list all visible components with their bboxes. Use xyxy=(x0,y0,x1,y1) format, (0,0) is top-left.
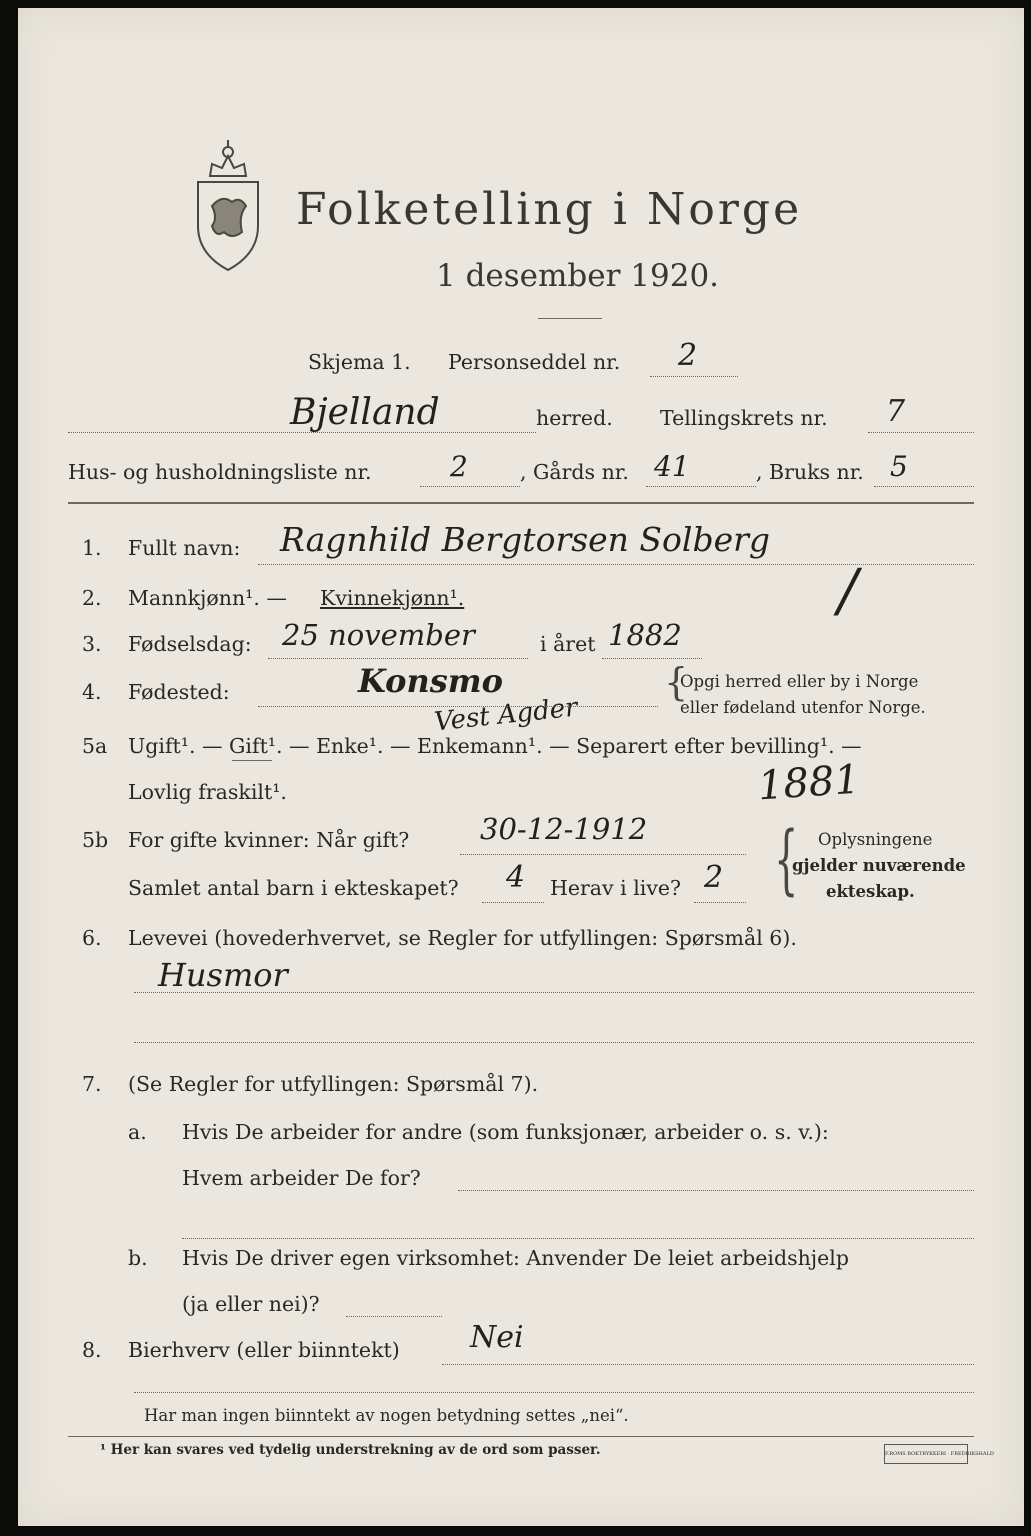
q5b-live-value: 2 xyxy=(704,860,724,895)
section-divider xyxy=(68,502,974,504)
q7-label: (Se Regler for utfyllingen: Spørsmål 7). xyxy=(128,1072,539,1096)
q4-number: 4. xyxy=(82,680,102,704)
q5b-note-3: ekteskap. xyxy=(826,882,915,901)
q6-number: 6. xyxy=(82,926,102,950)
q6-line-1 xyxy=(134,992,974,993)
q8-number: 8. xyxy=(82,1338,102,1362)
bruks-label: , Bruks nr. xyxy=(756,460,864,484)
q5b-note-1: Oplysningene xyxy=(818,830,933,849)
q7a-line-1 xyxy=(458,1190,974,1191)
tellingskrets-value: 7 xyxy=(886,394,906,429)
q4-birthplace-region: Vest Agder xyxy=(432,692,579,738)
q5a-gift-underline xyxy=(232,760,272,761)
q5b-brace: { xyxy=(774,814,799,903)
q4-brace: { xyxy=(664,660,689,704)
q5b-married-date-value: 30-12-1912 xyxy=(480,812,648,846)
q5a-options: Ugift¹. — Gift¹. — Enke¹. — Enkemann¹. — Separert efter bevilling¹. — xyxy=(128,734,862,758)
q6-label: Levevei (hovederhvervet, se Regler for utfyllingen: Spørsmål 6). xyxy=(128,926,797,950)
q8-side-income-value: Nei xyxy=(470,1320,524,1355)
q5b-live-line xyxy=(694,902,746,903)
q5b-barn-label: Samlet antal barn i ekteskapet? xyxy=(128,876,459,900)
gards-label: , Gårds nr. xyxy=(520,460,629,484)
personseddel-line xyxy=(650,376,738,377)
tellingskrets-line xyxy=(868,432,974,433)
q3-line xyxy=(268,658,528,659)
q2-mann-label: Mannkjønn¹. — xyxy=(128,586,287,610)
q5a-number: 5a xyxy=(82,734,108,758)
bruks-value: 5 xyxy=(890,450,908,483)
q5a-options-2: Lovlig fraskilt¹. xyxy=(128,780,287,804)
form-title: Folketelling i Norge xyxy=(296,184,803,235)
skjema-label: Skjema 1. xyxy=(308,350,411,374)
q5b-number: 5b xyxy=(82,828,109,852)
q5a-year-note: 1881 xyxy=(756,756,862,810)
q4-note-1: Opgi herred eller by i Norge xyxy=(680,672,919,691)
q7b-label: Hvis De driver egen virksomhet: Anvender De leiet arbeidshjelp xyxy=(182,1246,849,1270)
husliste-label: Hus- og husholdningsliste nr. xyxy=(68,460,372,484)
husliste-value: 2 xyxy=(450,450,468,483)
q1-label: Fullt navn: xyxy=(128,536,241,560)
q7b-number: b. xyxy=(128,1246,148,1270)
tellingskrets-label: Tellingskrets nr. xyxy=(660,406,828,430)
q1-full-name-value: Ragnhild Bergtorsen Solberg xyxy=(280,520,771,559)
q4-note-2: eller fødeland utenfor Norge. xyxy=(680,698,926,717)
q2-kvinne-label: Kvinnekjønn¹. xyxy=(320,586,465,610)
title-divider xyxy=(538,318,602,319)
q4-line xyxy=(258,706,658,707)
q3-birthday-value: 25 november xyxy=(282,618,475,652)
q7a-number: a. xyxy=(128,1120,147,1144)
q2-check-mark: / xyxy=(838,556,858,624)
q7-number: 7. xyxy=(82,1072,102,1096)
bruks-line xyxy=(874,486,974,487)
form-date: 1 desember 1920. xyxy=(436,258,720,294)
q1-line xyxy=(258,564,974,565)
q8-label: Bierhverv (eller biinntekt) xyxy=(128,1338,400,1362)
q5b-label: For gifte kvinner: Når gift? xyxy=(128,828,410,852)
q5b-note-2: gjelder nuværende xyxy=(792,856,966,875)
q2-number: 2. xyxy=(82,586,102,610)
herred-value: Bjelland xyxy=(290,392,440,433)
q3-year-line xyxy=(602,658,702,659)
q1-number: 1. xyxy=(82,536,102,560)
q7a-label: Hvis De arbeider for andre (som funksjonær, arbeider o. s. v.): xyxy=(182,1120,829,1144)
q7b-label-2: (ja eller nei)? xyxy=(182,1292,320,1316)
q3-year-value: 1882 xyxy=(608,618,682,652)
personseddel-label: Personseddel nr. xyxy=(448,350,621,374)
personseddel-value: 2 xyxy=(678,338,698,373)
gards-line xyxy=(646,486,756,487)
footnote: ¹ Her kan svares ved tydelig understrekning av de ord som passer. xyxy=(100,1442,601,1458)
q8-line-2 xyxy=(134,1392,974,1393)
q7a-label-2: Hvem arbeider De for? xyxy=(182,1166,421,1190)
q5b-barn-line xyxy=(482,902,544,903)
footer-note: Har man ingen biinntekt av nogen betydning settes „nei“. xyxy=(144,1406,629,1425)
q8-line-1 xyxy=(442,1364,974,1365)
q5b-barn-value: 4 xyxy=(506,860,526,895)
printer-stamp: F.ROMS BOKTRYKKERI · FREDRIKSHALD xyxy=(884,1444,968,1464)
q3-year-label: i året xyxy=(540,632,596,656)
q5b-live-label: Herav i live? xyxy=(550,876,682,900)
husliste-line xyxy=(420,486,520,487)
q6-occupation-value: Husmor xyxy=(158,956,288,994)
q7a-line-2 xyxy=(182,1238,974,1239)
q7b-line xyxy=(346,1316,442,1317)
gards-value: 41 xyxy=(654,450,690,483)
census-form-page xyxy=(18,8,1024,1526)
q3-number: 3. xyxy=(82,632,102,656)
q5b-line xyxy=(460,854,746,855)
footer-divider xyxy=(68,1436,974,1437)
q3-label: Fødselsdag: xyxy=(128,632,252,656)
q4-birthplace-value: Konsmo xyxy=(358,662,503,700)
q6-line-2 xyxy=(134,1042,974,1043)
herred-label: herred. xyxy=(536,406,613,430)
q4-label: Fødested: xyxy=(128,680,230,704)
coat-of-arms-icon xyxy=(188,136,268,276)
